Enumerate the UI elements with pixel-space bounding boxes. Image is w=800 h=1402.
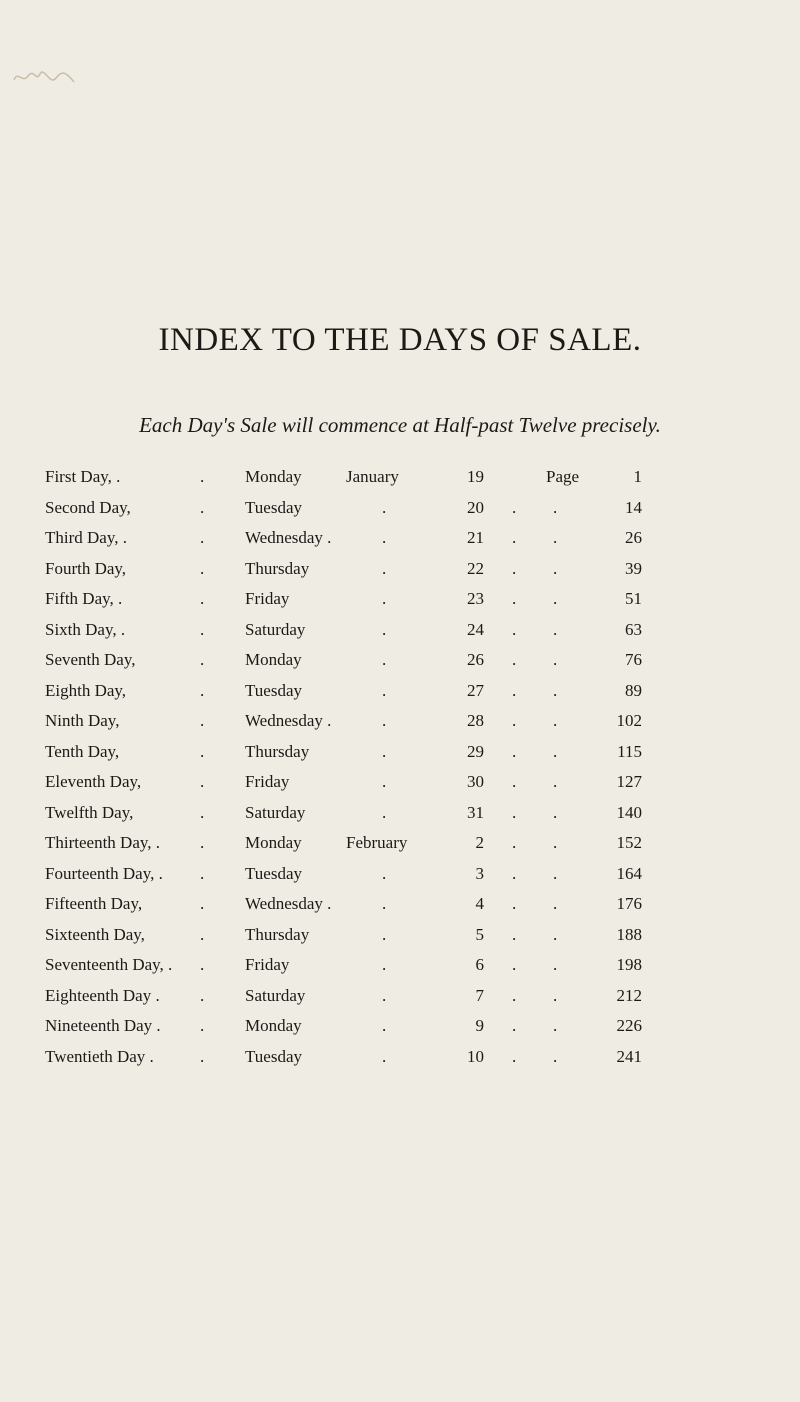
leader-dot: . xyxy=(512,955,517,974)
leader-dot: . xyxy=(512,558,517,578)
leader-dot: . xyxy=(382,924,387,944)
leader-dot: . xyxy=(200,772,205,791)
leader-dot: . xyxy=(512,528,517,547)
weekday: Wednesday . xyxy=(245,711,332,730)
index-row xyxy=(0,498,800,529)
leader-dot: . xyxy=(512,741,517,761)
page-title: INDEX TO THE DAYS OF SALE. xyxy=(158,322,642,358)
leader-dot: . xyxy=(382,528,387,547)
leader-dot: . xyxy=(382,863,387,883)
index-row xyxy=(0,955,800,986)
day-label: Second Day, xyxy=(45,497,131,517)
page-number: 152 xyxy=(616,833,642,852)
leader-dot: . xyxy=(200,619,205,639)
page-number: 241 xyxy=(616,1046,642,1066)
leader-dot: . xyxy=(382,711,387,730)
page-number: 176 xyxy=(616,894,642,913)
page-number: 127 xyxy=(616,772,642,791)
leader-dot: . xyxy=(553,497,558,517)
leader-dot: . xyxy=(553,711,558,730)
date-number: 20 xyxy=(467,497,484,517)
leader-dot: . xyxy=(382,1046,387,1066)
leader-dot: . xyxy=(512,1016,517,1035)
leader-dot: . xyxy=(200,1046,205,1066)
weekday: Monday xyxy=(245,833,302,852)
index-row xyxy=(0,1016,800,1047)
leader-dot: . xyxy=(553,985,558,1005)
page-number: 76 xyxy=(625,650,642,669)
weekday: Tuesday xyxy=(245,680,302,700)
day-label: Eighteenth Day . xyxy=(45,985,160,1005)
page-number: 63 xyxy=(625,619,642,639)
leader-dot: . xyxy=(553,772,558,791)
leader-dot: . xyxy=(200,955,205,974)
leader-dot: . xyxy=(382,650,387,669)
page-number: 26 xyxy=(625,528,642,547)
leader-dot: . xyxy=(200,833,205,852)
leader-dot: . xyxy=(512,680,517,700)
weekday: Friday xyxy=(245,955,290,974)
day-label: Eighth Day, xyxy=(45,680,127,700)
pencil-mark-icon xyxy=(10,62,80,92)
leader-dot: . xyxy=(382,894,387,913)
date-number: 26 xyxy=(467,650,484,669)
day-label: Fifteenth Day, xyxy=(45,894,143,913)
leader-dot: . xyxy=(553,1046,558,1066)
weekday: Thursday xyxy=(245,924,310,944)
day-label: Fourteenth Day, . xyxy=(45,863,163,883)
leader-dot: . xyxy=(200,467,205,486)
date-number: 24 xyxy=(467,619,484,639)
leader-dot: . xyxy=(200,894,205,913)
leader-dot: . xyxy=(512,711,517,730)
leader-dot: . xyxy=(382,985,387,1005)
leader-dot: . xyxy=(200,650,205,669)
index-row xyxy=(0,803,800,834)
leader-dot: . xyxy=(200,802,205,822)
leader-dot: . xyxy=(512,924,517,944)
weekday: Monday xyxy=(245,650,302,669)
date-number: 31 xyxy=(467,802,484,822)
leader-dot: . xyxy=(512,650,517,669)
leader-dot: . xyxy=(553,894,558,913)
day-label: Thirteenth Day, . xyxy=(45,833,161,852)
page-number: 51 xyxy=(625,589,642,608)
day-label: Sixth Day, . xyxy=(45,619,126,639)
leader-dot: . xyxy=(512,589,517,608)
index-row xyxy=(0,467,800,498)
index-row xyxy=(0,742,800,773)
page-number: 140 xyxy=(616,802,642,822)
weekday: Thursday xyxy=(245,558,310,578)
day-label: Sixteenth Day, xyxy=(45,924,145,944)
page-number: 14 xyxy=(625,497,642,517)
day-label: Twentieth Day . xyxy=(45,1046,154,1066)
leader-dot: . xyxy=(553,558,558,578)
weekday: Friday xyxy=(245,589,290,608)
date-number: 23 xyxy=(467,589,484,608)
weekday: Wednesday . xyxy=(245,528,332,547)
leader-dot: . xyxy=(200,558,205,578)
page-number: 212 xyxy=(616,985,642,1005)
leader-dot: . xyxy=(512,1046,517,1066)
leader-dot: . xyxy=(200,589,205,608)
month-label: February xyxy=(346,833,408,852)
leader-dot: . xyxy=(553,741,558,761)
date-number: 3 xyxy=(475,863,484,883)
leader-dot: . xyxy=(200,741,205,761)
day-label: Tenth Day, xyxy=(45,741,120,761)
day-label: First Day, . xyxy=(45,467,121,486)
index-row xyxy=(0,589,800,620)
leader-dot: . xyxy=(553,589,558,608)
leader-dot: . xyxy=(553,619,558,639)
weekday: Thursday xyxy=(245,741,310,761)
date-number: 4 xyxy=(475,894,484,913)
index-row xyxy=(0,894,800,925)
leader-dot: . xyxy=(200,528,205,547)
day-label: Nineteenth Day . xyxy=(45,1016,161,1035)
leader-dot: . xyxy=(512,802,517,822)
weekday: Saturday xyxy=(245,619,306,639)
page-number: 188 xyxy=(616,924,642,944)
index-row xyxy=(0,925,800,956)
weekday: Tuesday xyxy=(245,863,302,883)
date-number: 30 xyxy=(467,772,484,791)
page-number: 115 xyxy=(617,741,642,761)
day-label: Fourth Day, xyxy=(45,558,127,578)
index-row xyxy=(0,833,800,864)
date-number: 7 xyxy=(475,985,484,1005)
date-number: 9 xyxy=(475,1016,484,1035)
weekday: Tuesday xyxy=(245,1046,302,1066)
index-row xyxy=(0,528,800,559)
page-number: 89 xyxy=(625,680,642,700)
leader-dot: . xyxy=(512,985,517,1005)
day-label: Eleventh Day, xyxy=(45,772,142,791)
leader-dot: . xyxy=(553,680,558,700)
weekday: Wednesday . xyxy=(245,894,332,913)
leader-dot: . xyxy=(512,772,517,791)
page-subtitle: Each Day's Sale will commence at Half-past Twelve precisely. xyxy=(139,413,661,437)
leader-dot: . xyxy=(200,711,205,730)
index-row xyxy=(0,864,800,895)
date-number: 22 xyxy=(467,558,484,578)
leader-dot: . xyxy=(200,863,205,883)
weekday: Monday xyxy=(245,1016,302,1035)
date-number: 19 xyxy=(467,467,484,486)
page-number: 102 xyxy=(616,711,642,730)
day-label: Seventh Day, xyxy=(45,650,136,669)
leader-dot: . xyxy=(553,955,558,974)
leader-dot: . xyxy=(200,497,205,517)
weekday: Saturday xyxy=(245,802,306,822)
leader-dot: . xyxy=(553,802,558,822)
day-label: Fifth Day, . xyxy=(45,589,123,608)
day-label: Seventeenth Day, . xyxy=(45,955,173,974)
leader-dot: . xyxy=(382,955,387,974)
leader-dot: . xyxy=(382,497,387,517)
page-number: 39 xyxy=(625,558,642,578)
index-row xyxy=(0,711,800,742)
page-number: 226 xyxy=(616,1016,642,1035)
leader-dot: . xyxy=(200,680,205,700)
index-row xyxy=(0,772,800,803)
leader-dot: . xyxy=(553,833,558,852)
index-row xyxy=(0,986,800,1017)
date-number: 27 xyxy=(467,680,484,700)
leader-dot: . xyxy=(553,1016,558,1035)
date-number: 21 xyxy=(467,528,484,547)
index-row xyxy=(0,681,800,712)
weekday: Tuesday xyxy=(245,497,302,517)
leader-dot: . xyxy=(382,589,387,608)
weekday: Friday xyxy=(245,772,290,791)
date-number: 5 xyxy=(475,924,484,944)
index-row xyxy=(0,1047,800,1078)
page-label: Page xyxy=(546,467,580,486)
leader-dot: . xyxy=(512,497,517,517)
index-row xyxy=(0,559,800,590)
leader-dot: . xyxy=(512,863,517,883)
leader-dot: . xyxy=(553,650,558,669)
sale-days-index xyxy=(0,467,800,1077)
day-label: Twelfth Day, xyxy=(45,802,134,822)
leader-dot: . xyxy=(200,1016,205,1035)
leader-dot: . xyxy=(382,802,387,822)
index-row xyxy=(0,620,800,651)
date-number: 28 xyxy=(467,711,484,730)
leader-dot: . xyxy=(200,924,205,944)
leader-dot: . xyxy=(200,985,205,1005)
leader-dot: . xyxy=(382,772,387,791)
leader-dot: . xyxy=(512,894,517,913)
leader-dot: . xyxy=(512,833,517,852)
weekday: Saturday xyxy=(245,985,306,1005)
leader-dot: . xyxy=(382,1016,387,1035)
leader-dot: . xyxy=(382,619,387,639)
page-number: 198 xyxy=(616,955,642,974)
page-number: 164 xyxy=(616,863,642,883)
index-row xyxy=(0,650,800,681)
page-number: 1 xyxy=(633,467,642,486)
date-number: 29 xyxy=(467,741,484,761)
date-number: 2 xyxy=(475,833,484,852)
leader-dot: . xyxy=(382,680,387,700)
leader-dot: . xyxy=(553,924,558,944)
date-number: 6 xyxy=(475,955,484,974)
leader-dot: . xyxy=(382,741,387,761)
weekday: Monday xyxy=(245,467,302,486)
leader-dot: . xyxy=(553,528,558,547)
leader-dot: . xyxy=(382,558,387,578)
date-number: 10 xyxy=(467,1046,484,1066)
leader-dot: . xyxy=(512,619,517,639)
month-label: January xyxy=(346,467,399,486)
day-label: Ninth Day, xyxy=(45,711,120,730)
day-label: Third Day, . xyxy=(45,528,127,547)
leader-dot: . xyxy=(553,863,558,883)
